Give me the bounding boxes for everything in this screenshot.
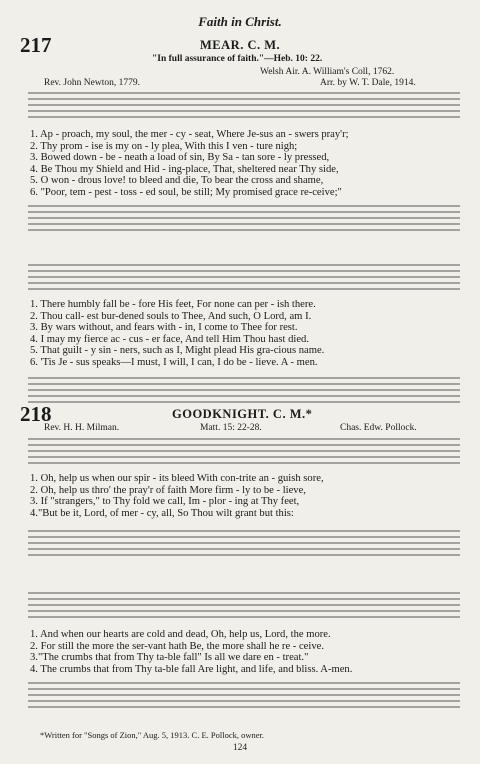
verse-line: 6. 'Tis Je - sus speaks—I must, I will, I can, I do be - lieve. A - men. [30, 356, 318, 368]
verse-line: 1. Oh, help us when our spir - its bleed With con-trite an - guish sore, [30, 473, 324, 484]
verse-line: 2. For still the more the ser-vant hath Be, the more shall he re - ceive. [30, 640, 324, 652]
verse-line: 3."The crumbs that from Thy ta-ble fall" Is all we dare en - treat." [30, 652, 309, 664]
verse-line: 4. The crumbs that from Thy ta-ble fall Are light, and life, and bliss. A-men. [30, 663, 353, 675]
verse-line: 2. Oh, help us thro' the pray'r of faith More firm - ly to be - lieve, [30, 484, 306, 496]
hymn-title-218: GOODKNIGHT. C. M.* [172, 407, 313, 421]
treble-staff-218a [28, 436, 460, 466]
page-number: 124 [232, 743, 248, 753]
bass-staff-218a [28, 528, 460, 558]
hymn-title-217: MEAR. C. M. [200, 38, 281, 52]
verse-line: 1. There humbly fall be - fore His feet, For none can per - ish there. [30, 299, 316, 310]
tune-source-217: Welsh Air. A. William's Coll, 1762. [260, 67, 395, 77]
verses-217a [30, 129, 349, 199]
scripture-218: Matt. 15: 22-28. [200, 423, 262, 433]
treble-staff-218b [28, 590, 460, 620]
verse-line: 3. By wars without, and fears with - in, I come to Thee for rest. [30, 322, 298, 334]
treble-staff-217a [28, 90, 460, 120]
page-header: Faith in Christ. [198, 14, 282, 29]
hymn-number-218: 218 [20, 402, 52, 426]
scripture-217: "In full assurance of faith."—Heb. 10: 22. [152, 54, 323, 64]
bass-staff-217b [28, 375, 460, 405]
verse-line: 5. O won - drous love! to bleed and die, To bear the cross and shame, [30, 175, 324, 187]
verses-218a [30, 473, 324, 519]
verse-line: 5. That guilt - y sin - ners, such as I, Might plead His gra-cious name. [30, 345, 325, 357]
verse-line: 2. Thou call- est bur-dened souls to Thee, And such, O Lord, am I. [30, 310, 312, 322]
verse-line: 3. If "strangers," to Thy fold we call, Im - plor - ing at Thy feet, [30, 496, 300, 508]
bass-staff-218b [28, 680, 460, 710]
composer-218: Chas. Edw. Pollock. [340, 423, 417, 433]
verse-line: 1. Ap - proach, my soul, the mer - cy - seat, Where Je-sus an - swers pray'r; [30, 129, 349, 140]
verses-217b [30, 299, 324, 369]
verse-line: 1. And when our hearts are cold and dead, Oh, help us, Lord, the more. [30, 629, 331, 640]
verses-218b [30, 629, 352, 675]
arranger-217: Arr. by W. T. Dale, 1914. [320, 78, 416, 88]
author-217: Rev. John Newton, 1779. [44, 78, 140, 88]
bass-staff-217a [28, 203, 460, 233]
verse-line: 4. I may my fierce ac - cus - er face, And tell Him Thou hast died. [30, 333, 309, 345]
footnote: *Written for "Songs of Zion," Aug. 5, 1913. C. E. Pollock, owner. [40, 730, 265, 740]
verse-line: 6. "Poor, tem - pest - toss - ed soul, be still; My promised grace re-ceive;" [30, 186, 342, 198]
hymn-number-217: 217 [20, 33, 52, 57]
verse-line: 4. Be Thou my Shield and Hid - ing-place, That, sheltered near Thy side, [30, 163, 339, 175]
verse-line: 2. Thy prom - ise is my on - ly plea, With this I ven - ture nigh; [30, 140, 298, 152]
verse-line: 4."But be it, Lord, of mer - cy, all, So Thou wilt grant but this: [30, 507, 294, 519]
author-218: Rev. H. H. Milman. [44, 423, 120, 433]
treble-staff-217b [28, 262, 460, 292]
verse-line: 3. Bowed down - be - neath a load of sin, By Sa - tan sore - ly pressed, [30, 152, 330, 164]
